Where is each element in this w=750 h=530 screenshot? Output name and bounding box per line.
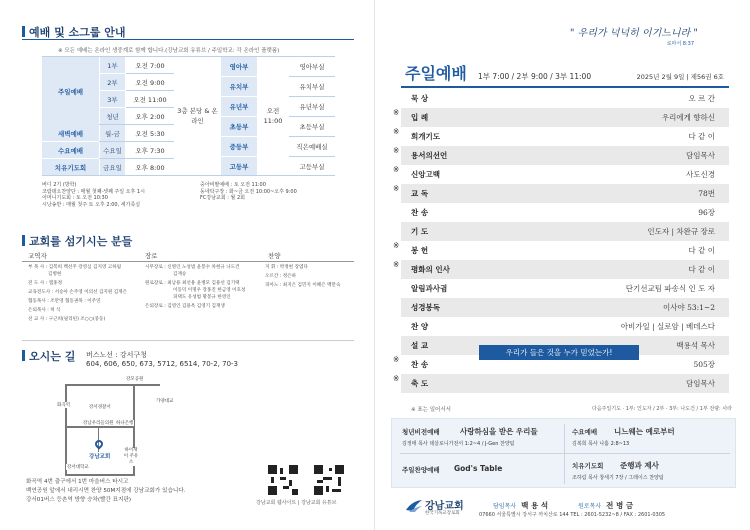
bus-numbers: 604, 606, 650, 673, 5712, 6514, 70-2, 70-3 xyxy=(86,360,238,368)
order-item-value: 사도신경 xyxy=(686,170,715,179)
church-logo-icon xyxy=(405,498,423,512)
heal-title: 준행과 제사 xyxy=(620,461,659,470)
stand-marker: ※ xyxy=(393,374,400,383)
order-item-value: 백용석 목사 xyxy=(676,341,715,350)
praise-label: 주일찬양예배 xyxy=(402,466,440,474)
room: 유년부실 xyxy=(289,97,335,116)
order-item-label: 용서의선언 xyxy=(411,151,448,160)
table-cell: 오전 9:00 xyxy=(126,74,174,90)
heal-label: 치유기도회 xyxy=(572,462,604,470)
map-label-park: 강모공원 xyxy=(126,377,144,382)
stand-marker: ※ xyxy=(393,241,400,250)
room: 고등부실 xyxy=(289,157,335,175)
order-row xyxy=(401,222,729,241)
order-item-value: 다 같 이 xyxy=(688,246,715,255)
verse-ref: 로마서 8:37 xyxy=(666,41,694,47)
order-row xyxy=(401,203,729,222)
kids-dept: 유치부 xyxy=(221,77,257,96)
kids-dept: 유년부 xyxy=(221,97,257,116)
order-item-value: 505장 xyxy=(693,360,715,369)
issue-date: 2025년 2월 9일 | 제56권 6호 xyxy=(636,73,724,81)
table-cell: 오전 11:00 xyxy=(126,91,174,107)
table-cell: 3부 xyxy=(100,91,125,107)
stand-marker: ※ xyxy=(393,127,400,136)
praise-title: God's Table xyxy=(454,464,503,473)
stand-marker: ※ xyxy=(393,184,400,193)
order-row xyxy=(401,317,729,336)
sunday-label: 주일예배 xyxy=(42,57,99,125)
youth-title: 사랑하심을 받은 우리들 xyxy=(460,427,538,436)
order-row xyxy=(393,146,729,165)
room: 유치부실 xyxy=(289,77,335,96)
room: 영아부실 xyxy=(289,57,335,76)
order-item-label: 찬 양 xyxy=(411,322,429,331)
divider xyxy=(22,39,354,40)
table-cell: 금요일 xyxy=(100,159,125,175)
directions: 화곡역 4번 출구에서 1번 마을버스 타시고 백연공원 앞에서 내리시면 찬양 50M지점에 강남교회가 있습니다. 강서01버스 등촌역 방향 승차(빨간 표지판) xyxy=(26,479,186,503)
kids-dept: 중등부 xyxy=(221,137,257,156)
page-title: 주일예배 xyxy=(405,64,467,83)
worship-title: 예배 및 소그룹 안내 xyxy=(22,24,126,40)
order-item-label: 성경봉독 xyxy=(411,303,440,312)
other-services-box xyxy=(391,418,736,488)
footnote-right: 다음주일기도 · 1부: 인도자 / 2부 · 3부: 나도건 / 1부 전량: 사라 xyxy=(591,406,732,412)
small-groups-left xyxy=(42,182,145,208)
map-label-station: 화곡역 xyxy=(57,403,71,408)
table-cell: 오전 5:30 xyxy=(126,125,174,141)
order-item-value: 아비가일 | 실로암 | 베데스다 xyxy=(620,322,715,331)
kids-dept: 초등부 xyxy=(221,117,257,136)
table-cell: 수요일 xyxy=(100,142,125,158)
order-item-value: 담임목사 xyxy=(686,379,715,388)
stand-marker: ※ xyxy=(393,165,400,174)
youth-label: 청년비전예배 xyxy=(402,428,440,436)
room: 초등부실 xyxy=(289,117,335,136)
staff-title: 교회를 섬기시는 분들 xyxy=(22,233,132,249)
verse: " 우리가 넉넉히 이기느니라 " xyxy=(569,28,698,39)
staff-head: 장로 xyxy=(145,252,158,260)
group-item: 어머니기도회 : 토 오전 10:30 xyxy=(42,195,108,201)
qr-labels: 강남교회 웹사이트 | 강남교회 유튜브 xyxy=(256,500,337,506)
order-item-label: 알림과사귐 xyxy=(411,284,448,293)
table-cell: 오후 7:30 xyxy=(126,142,174,158)
dawn-label: 새벽예배 xyxy=(42,125,99,141)
order-item-label: 축 도 xyxy=(411,379,429,388)
table-cell: 청년 xyxy=(100,108,125,124)
staff-praise: 지 휘 : 박정현 장엽다 오르간 : 정은하 피아노 : 최지은 김민지 이혜은 백만숙 xyxy=(265,265,341,288)
divider xyxy=(22,340,354,341)
pastors: 담임목사 백 용 석 원로목사 전 병 금 xyxy=(493,501,634,510)
group-item: 동네탁구장 : 화~금 오전 10:00~오후 9:00 xyxy=(200,188,297,195)
order-item-label: 회개기도 xyxy=(411,132,440,141)
map-pin-icon xyxy=(93,438,104,449)
order-row xyxy=(393,127,729,146)
map-label-hospital: 강남우리들의원 xyxy=(83,421,114,426)
table-cell: 오후 8:00 xyxy=(126,159,174,175)
order-item-value: 이사야 53:1~2 xyxy=(662,303,715,312)
order-row xyxy=(393,260,729,279)
table-cell: 오전 7:00 xyxy=(126,57,174,73)
wed-label: 수요예배 xyxy=(572,428,598,436)
kids-dept: 고등부 xyxy=(221,157,257,175)
table-cell: 월-금 xyxy=(100,125,125,141)
order-row xyxy=(393,184,729,203)
order-item-label: 찬 송 xyxy=(411,208,429,217)
order-item-label: 입 례 xyxy=(411,113,429,122)
service-times: 1부 7:00 / 2부 9:00 / 3부 11:00 xyxy=(478,72,592,81)
order-item-value: 우리에게 향하신 xyxy=(661,113,715,122)
worship-note: ※ 모든 예배는 온라인 생중계로 함께 합니다.(강남교회 유튜브 / 주일학교: 각 온라인 플랫폼) xyxy=(58,48,280,54)
staff-head: 찬양 xyxy=(268,252,281,260)
venue: 3층 본당 & 온라인 xyxy=(175,57,220,175)
church-name: 강남교회 xyxy=(425,501,464,512)
title-rule xyxy=(401,86,729,88)
map-label-station2: 하이재이 주유소 xyxy=(123,448,139,465)
order-row xyxy=(393,108,729,127)
order-row xyxy=(393,241,729,260)
order-item-label: 기 도 xyxy=(411,227,429,236)
staff-head: 교역자 xyxy=(28,252,47,260)
order-row xyxy=(401,279,729,298)
map-label-church: 강남교회 xyxy=(89,454,111,460)
group-item: 코람데오찬양단 : 매월 첫째·셋째 주일 오후 1시 xyxy=(42,188,145,195)
order-item-label: 설 교 xyxy=(411,341,429,350)
order-item-value: 담임목사 xyxy=(686,151,715,160)
qr-website[interactable] xyxy=(268,465,298,495)
footnote: ※ 표는 일어서서 xyxy=(411,407,451,413)
order-item-value: 96장 xyxy=(698,208,715,217)
order-row xyxy=(401,298,729,317)
map-title: 오시는 길 xyxy=(22,348,75,364)
order-item-label: 묵 상 xyxy=(411,94,429,103)
order-item-value: 다 같 이 xyxy=(688,265,715,274)
wed-title: 니느웨는 예로부터 xyxy=(614,427,675,436)
church-sub: 한국기독교장로회 xyxy=(425,511,460,516)
sermon-title: 우리가 들은 것을 누가 믿었는가! xyxy=(479,345,639,360)
stand-marker: ※ xyxy=(393,108,400,117)
group-item: 버디 2기 (방학) xyxy=(42,182,77,188)
order-row xyxy=(393,374,729,393)
group-item: 시낭송반 : 매월 첫주 토 오후 2:00, 세가족실 xyxy=(42,201,141,208)
order-item-value: 오 르 간 xyxy=(688,94,715,103)
kids-time: 오전 11:00 xyxy=(258,57,288,175)
order-item-label: 신앙고백 xyxy=(411,170,440,179)
order-item-label: 교 독 xyxy=(411,189,429,198)
wed-label: 수요예배 xyxy=(42,142,99,158)
address: 07660 서울특별시 강서구 까치산로 144 TEL : 2601-5232~8 / FAX : 2601-0305 xyxy=(479,512,666,518)
right-page xyxy=(375,0,750,530)
order-item-label: 평화의 인사 xyxy=(411,265,450,274)
wed-sub: 김복희 목사 나훔 2:8~13 xyxy=(572,441,630,447)
stand-marker: ※ xyxy=(393,260,400,269)
kids-dept: 영아부 xyxy=(221,57,257,76)
order-item-label: 찬 송 xyxy=(411,360,429,369)
order-item-value: 78번 xyxy=(698,189,715,198)
map-label-bank: 하나은행 xyxy=(116,421,134,426)
stand-marker: ※ xyxy=(393,146,400,155)
divider xyxy=(22,261,354,262)
order-row xyxy=(393,165,729,184)
order-row xyxy=(401,89,729,108)
stand-marker: ※ xyxy=(393,355,400,364)
order-item-value: 다 같 이 xyxy=(688,132,715,141)
group-item: FC강남교회 : 월 2회 xyxy=(200,195,245,201)
group-item: 중아비팔예배 : 토 오전 11:00 xyxy=(200,182,266,188)
order-item-value: 인도자 | 차완규 장로 xyxy=(647,227,715,236)
bus-label: 버스노선 : 강서구청 xyxy=(86,351,147,359)
table-cell: 1부 xyxy=(100,57,125,73)
heal-sub: 조하림 목사 창세기 7장 / 그레이스 찬양팀 xyxy=(572,475,664,481)
room: 직은예배실 xyxy=(289,137,335,156)
small-groups-right xyxy=(200,182,297,202)
heal-label: 치유기도회 xyxy=(42,159,99,175)
staff-elders: 시무장로 : 신병인 노성범 윤봉수 차현규 나도건 김재승 원로장로 : 최남용 최선용 윤병모 김용선 김기택 이동덕 이명우 장홍진 한금영 이호성 피택도 유성범 황봉규 한영인 은퇴장로 : 김영인 김용옥 김영기 김재생 xyxy=(145,265,246,309)
map-label-bridge: 가양대교 xyxy=(156,399,174,404)
table-cell: 오후 2:00 xyxy=(126,108,174,124)
qr-youtube[interactable] xyxy=(314,465,344,495)
map-label-gov: 강서경찰서 xyxy=(89,405,111,410)
order-item-value: 단기선교팀 파송식 인 도 자 xyxy=(625,284,715,293)
map-label-univ: 강서대학교 xyxy=(67,465,89,470)
order-item-label: 봉 헌 xyxy=(411,246,429,255)
youth-sub: 김정태 목사 데살로니가전서 1:2~4 / J-Gen 찬양팀 xyxy=(402,441,515,447)
table-cell: 2부 xyxy=(100,74,125,90)
staff-pastors: 부 목 사 : 김복희 백선주 강영심 김지영 고하림 김병현 전 도 사 : 엠홍정 교육전도사 : 서승아 손주영 이의선 김지원 김재은 협동목사 : 조만영 협동권목 : 이주연 은퇴목사 : 허 식 선 교 사 : 구근희(필리핀) 조○○(중동) xyxy=(28,265,128,322)
